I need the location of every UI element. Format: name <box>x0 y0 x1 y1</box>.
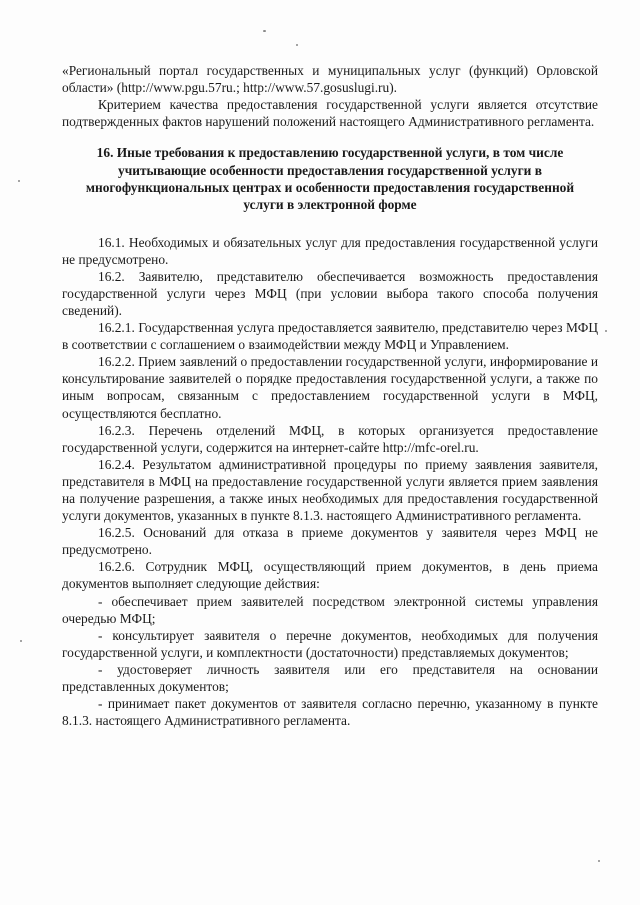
scan-speck <box>18 180 20 182</box>
paragraph-16-2-6: 16.2.6. Сотрудник МФЦ, осуществляющий прием документов, в день приема документов выполняет следующие действия: <box>62 559 598 592</box>
scan-speck <box>605 330 607 332</box>
list-item-queue: - обеспечивает прием заявителей посредством электронной системы управления очередью МФЦ; <box>62 593 598 626</box>
paragraph-quality-criterion: Критерием качества предоставления государственной услуги является отсутствие подтвержденных фактов нарушений положений настоящего Административного регламента. <box>62 97 598 130</box>
paragraph-16-1: 16.1. Необходимых и обязательных услуг для предоставления государственной услуги не предусмотрено. <box>62 234 598 267</box>
section-heading: 16. Иные требования к предоставлению государственной услуги, в том числе учитывающие особенности предоставления государственной услуги в многофункциональных центрах и особенности предоставления государственной услуги в электронной форме <box>85 145 575 213</box>
scan-speck <box>598 860 600 862</box>
scan-speck <box>296 44 298 46</box>
list-item-accept-docs: - принимает пакет документов от заявителя согласно перечню, указанному в пункте 8.1.3. настоящего Административного регламента. <box>62 696 598 729</box>
document-page <box>62 62 598 729</box>
paragraph-16-2: 16.2. Заявителю, представителю обеспечивается возможность предоставления государственной услуги через МФЦ (при условии выбора такого способа получения сведений). <box>62 268 598 318</box>
paragraph-16-2-2: 16.2.2. Прием заявлений о предоставлении государственной услуги, информирование и консультирование заявителей о порядке предоставления государственной услуги, а также по иным вопросам, связанным с предоставлением государственной услуги в МФЦ, осуществляются бесплатно. <box>62 354 598 421</box>
paragraph-16-2-5: 16.2.5. Оснований для отказа в приеме документов у заявителя через МФЦ не предусмотрено. <box>62 525 598 558</box>
scan-speck <box>20 640 22 642</box>
paragraph-portal: «Региональный портал государственных и муниципальных услуг (функций) Орловской области» (http://www.pgu.57ru.; http://www.57.gosuslugi.ru). <box>62 63 598 96</box>
paragraph-16-2-4: 16.2.4. Результатом административной процедуры по приему заявления заявителя, представителя в МФЦ на предоставление государственной услуги является прием заявления на получение разрешения, а также иных необходимых для предоставления государственной услуги документов, указанных в пункте 8.1.3. настоящего Административного регламента. <box>62 456 598 524</box>
scan-speck <box>263 30 266 32</box>
paragraph-16-2-1: 16.2.1. Государственная услуга предоставляется заявителю, представителю через МФЦ в соответствии с соглашением о взаимодействии между МФЦ и Управлением. <box>62 320 598 353</box>
list-item-identity: - удостоверяет личность заявителя или его представителя на основании представленных документов; <box>62 661 598 694</box>
paragraph-16-2-3: 16.2.3. Перечень отделений МФЦ, в которых организуется предоставление государственной услуги, содержится на интернет-сайте http://mfc-orel.ru. <box>62 422 598 455</box>
list-item-consult: - консультирует заявителя о перечне документов, необходимых для получения государственной услуги, и комплектности (достаточности) представляемых документов; <box>62 627 598 660</box>
